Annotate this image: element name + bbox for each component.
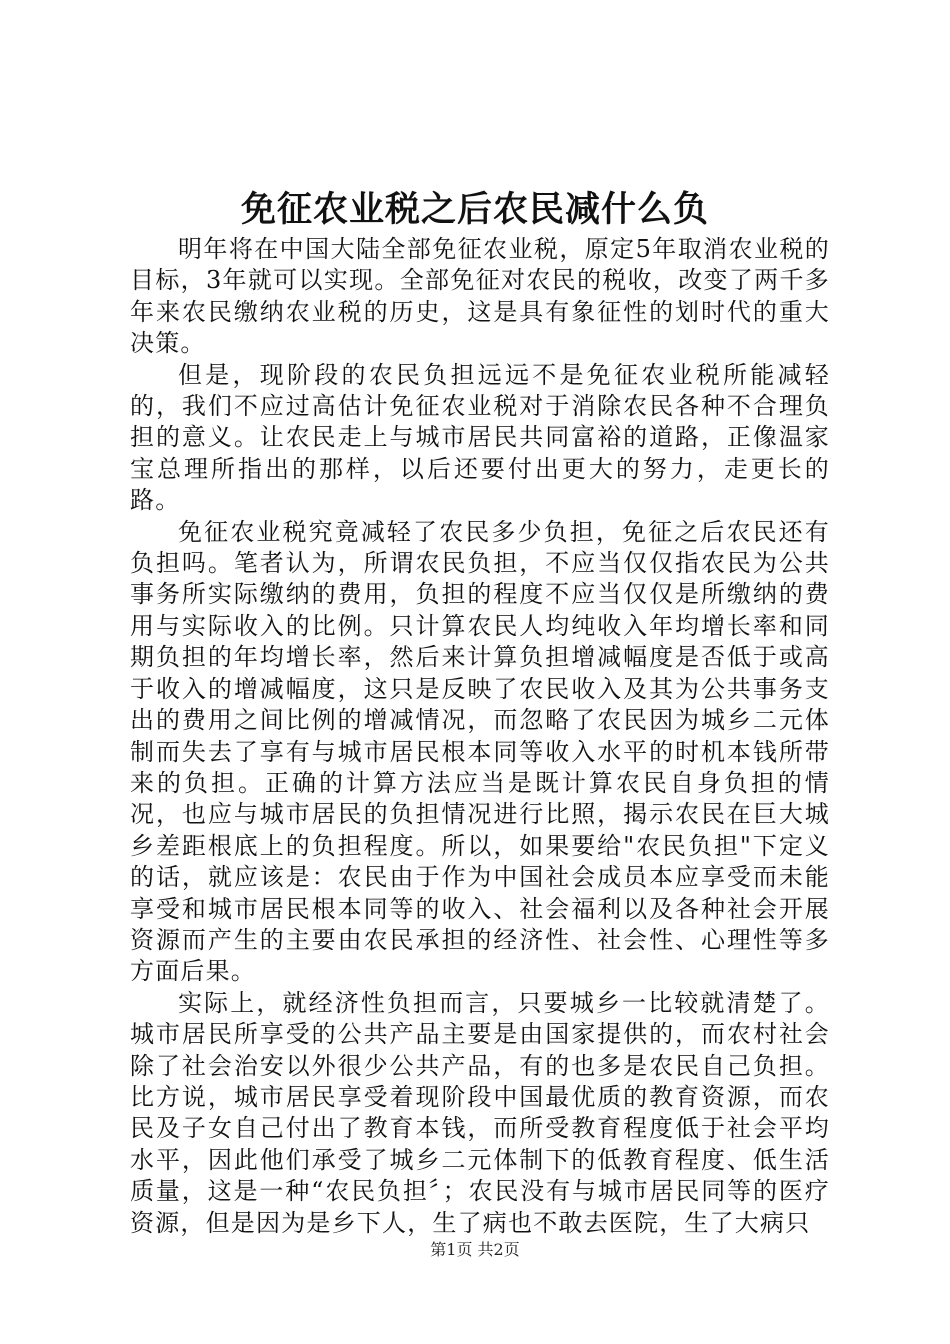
- paragraph-2: 但是，现阶段的农民负担远远不是免征农业税所能减轻的，我们不应过高估计免征农业税对于消除农民各种不合理负担的意义。让农民走上与城市居民共同富裕的道路，正像温家宝总理所指出的那样，以后还要付出更大的努力，走更长的路。: [130, 360, 830, 515]
- document-title: 免征农业税之后农民减什么负: [240, 189, 709, 230]
- paragraph-4: 实际上，就经济性负担而言，只要城乡一比较就清楚了。城市居民所享受的公共产品主要是由国家提供的，而农村社会除了社会治安以外很少公共产品，有的也多是农民自己负担。比方说，城市居民享受着现阶段中国最优质的教育资源，而农民及子女自己付出了教育本钱，而所受教育程度低于社会平均水平，因此他们承受了城乡二元体制下的低教育程度、低生活质量，这是一种“农民负担〞；农民没有与城市居民同等的医疗资源，但是因为是乡下人，生了病也不敢去医院，生了大病只: [130, 988, 830, 1237]
- paragraph-3: 免征农业税究竟减轻了农民多少负担，免征之后农民还有负担吗。笔者认为，所谓农民负担，不应当仅仅指农民为公共事务所实际缴纳的费用，负担的程度不应当仅仅是所缴纳的费用与实际收入的比例。只计算农民人均纯收入年均增长率和同期负担的年均增长率，然后来计算负担增减幅度是否低于或高于收入的增减幅度，这只是反映了农民收入及其为公共事务支出的费用之间比例的增减情况，而忽略了农民因为城乡二元体制而失去了享有与城市居民根本同等收入水平的时机本钱所带来的负担。正确的计算方法应当是既计算农民自身负担的情况，也应与城市居民的负担情况进行比照，揭示农民在巨大城乡差距根底上的负担程度。所以，如果要给"农民负担"下定义的话，就应该是：农民由于作为中国社会成员本应享受而未能享受和城市居民根本同等的收入、社会福利以及各种社会开展资源而产生的主要由农民承担的经济性、社会性、心理性等多方面后果。: [130, 517, 830, 986]
- page-footer: 第1页 共2页: [430, 1240, 520, 1259]
- document-body: [130, 234, 830, 1239]
- paragraph-1: 明年将在中国大陆全部免征农业税，原定5年取消农业税的目标，3年就可以实现。全部免征对农民的税收，改变了两千多年来农民缴纳农业税的历史，这是具有象征性的划时代的重大决策。: [130, 235, 830, 358]
